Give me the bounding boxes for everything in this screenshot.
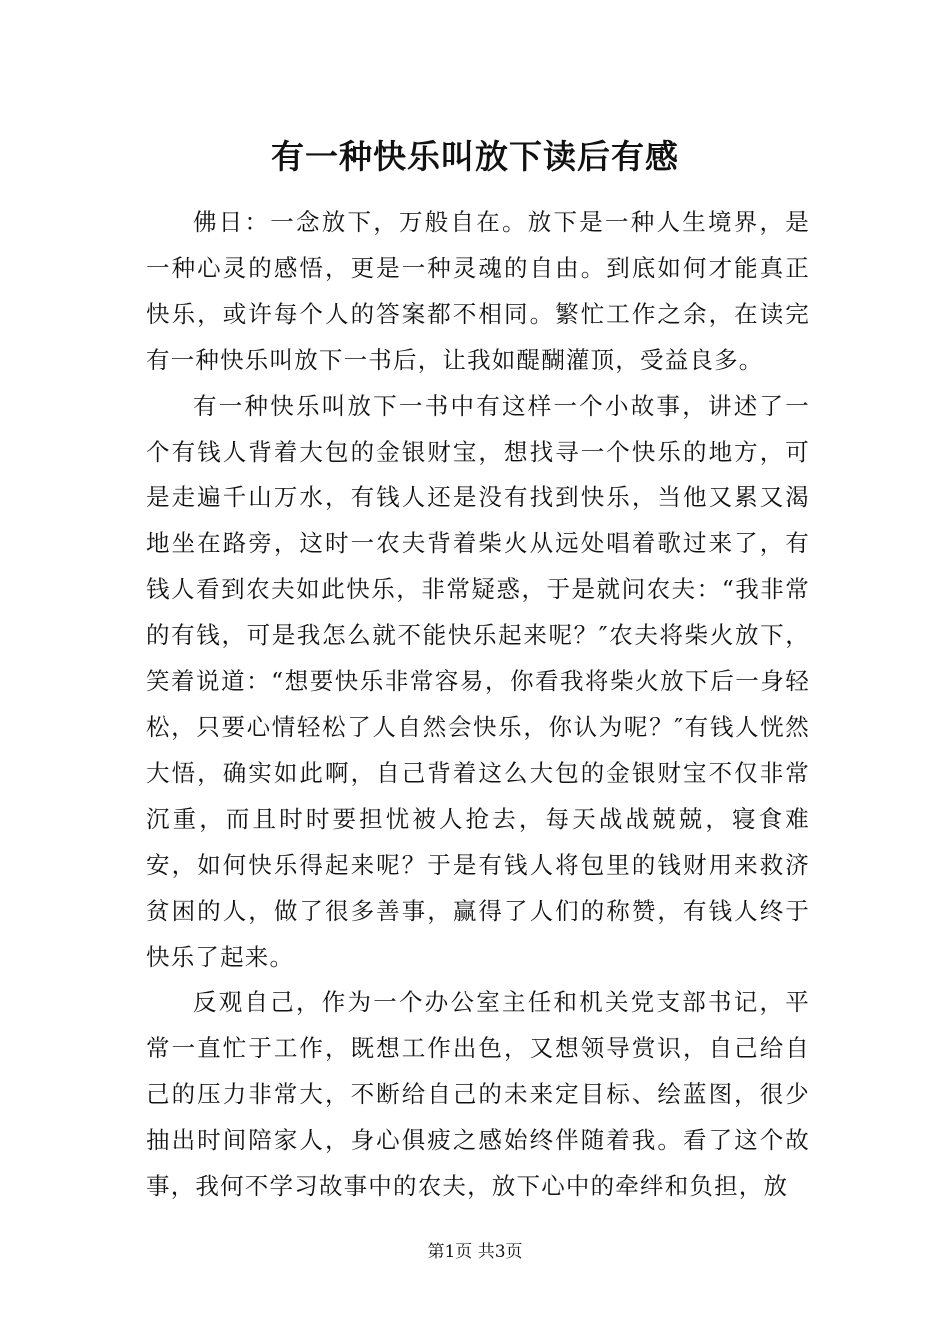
page-footer: 第1页 共3页 xyxy=(427,1242,523,1262)
paragraph-1: 佛日：一念放下，万般自在。放下是一种人生境界，是一种心灵的感悟，更是一种灵魂的自由。到底如何才能真正快乐，或许每个人的答案都不相同。繁忙工作之余，在读完有一种快乐叫放下一书后，让我如醍醐灌顶，受益良多。 xyxy=(146,208,810,374)
paragraph-2: 有一种快乐叫放下一书中有这样一个小故事，讲述了一个有钱人背着大包的金银财宝，想找寻一个快乐的地方，可是走遍千山万水，有钱人还是没有找到快乐，当他又累又渴地坐在路旁，这时一农夫背着柴火从远处唱着歌过来了，有钱人看到农夫如此快乐，非常疑惑，于是就问农夫：“我非常的有钱，可是我怎么就不能快乐起来呢？″农夫将柴火放下，笑着说道：“想要快乐非常容易，你看我将柴火放下后一身轻松，只要心情轻松了人自然会快乐，你认为呢？″有钱人恍然大悟，确实如此啊，自己背着这么大包的金银财宝不仅非常沉重，而且时时要担忧被人抢去，每天战战兢兢，寝食难安，如何快乐得起来呢？于是有钱人将包里的钱财用来救济贫困的人，做了很多善事，赢得了人们的称赞，有钱人终于快乐了起来。 xyxy=(146,391,810,971)
document-title: 有一种快乐叫放下读后有感 xyxy=(271,137,679,176)
document-body xyxy=(146,200,810,1210)
paragraph-3: 反观自己，作为一个办公室主任和机关党支部书记，平常一直忙于工作，既想工作出色，又想领导赏识，自己给自己的压力非常大，不断给自己的未来定目标、绘蓝图，很少抽出时间陪家人，身心俱疲之感始终伴随着我。看了这个故事，我何不学习故事中的农夫，放下心中的牵绊和负担，放 xyxy=(146,988,810,1201)
